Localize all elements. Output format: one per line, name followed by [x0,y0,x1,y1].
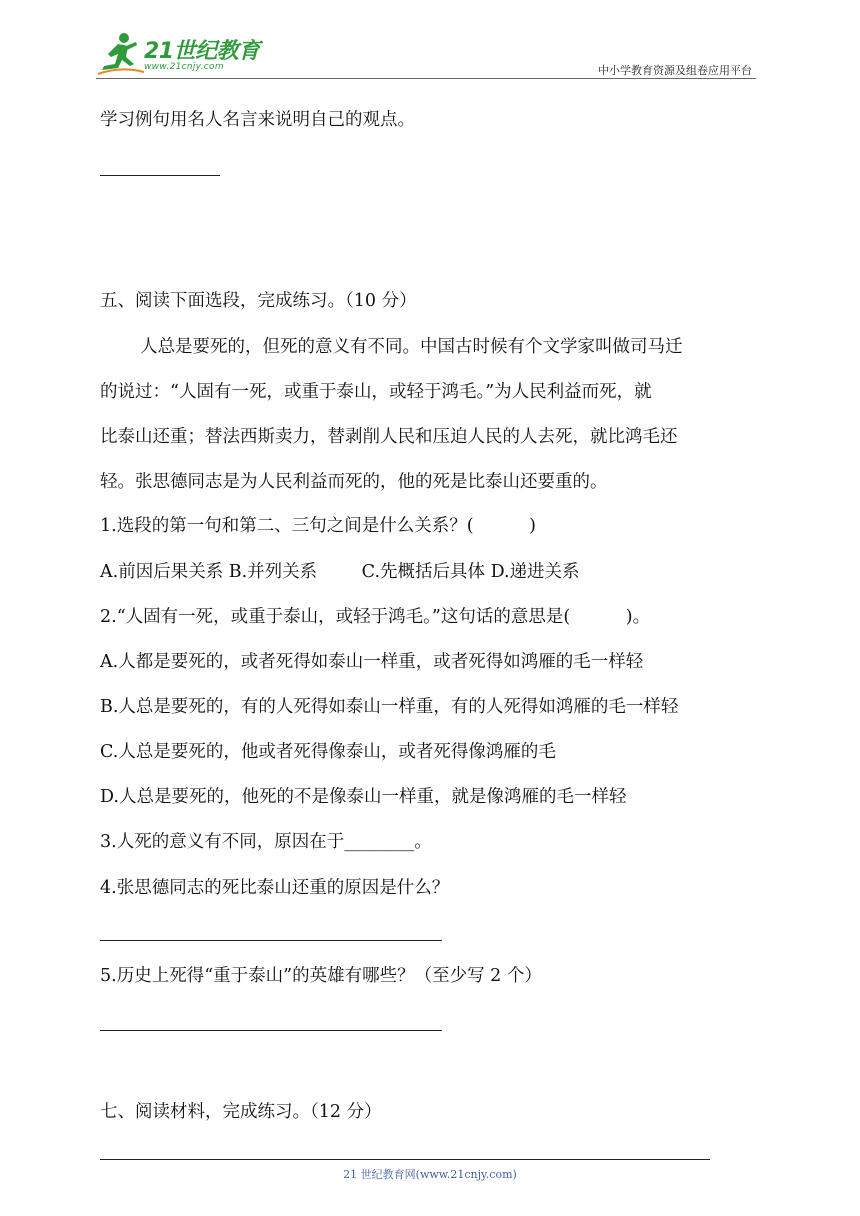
question-5: 5.历史上死得“重于泰山”的英雄有哪些？（至少写 2 个） [100,966,542,986]
page-header [96,30,756,80]
footer-divider [100,1159,710,1160]
example-instruction: 学习例句用名人名言来说明自己的观点。 [100,110,415,130]
question-3: 3.人死的意义有不同，原因在于________。 [100,832,432,852]
passage-line: 比泰山还重；替法西斯卖力，替剥削人民和压迫人民的人去死，就比鸿毛还 [100,427,678,447]
logo-text: 21世纪教育 [144,39,260,64]
logo-url: www.21cnjy.com [144,62,224,72]
question-4: 4.张思德同志的死比泰山还重的原因是什么？ [100,878,450,898]
runner-logo-icon [96,30,146,78]
question-2-option-d: D.人总是要死的，他死的不是像泰山一样重，就是像鸿雁的毛一样轻 [100,787,627,807]
passage-line: 人总是要死的，但死的意义有不同。中国古时候有个文学家叫做司马迁 [140,337,683,357]
header-divider [96,78,756,79]
logo [96,30,266,78]
question-2: 2.“人固有一死，或重于泰山，或轻于鸿毛。”这句话的意思是( )。 [100,607,651,627]
passage-line: 的说过：“人固有一死，或重于泰山，或轻于鸿毛。”为人民利益而死，就 [100,382,652,402]
section-five-heading: 五、阅读下面选段，完成练习。（10 分） [100,291,417,311]
header-slogan: 中小学教育资源及组卷应用平台 [598,64,752,77]
answer-line [100,1030,442,1031]
question-1-options: A.前因后果关系 B.并列关系 C.先概括后具体 D.递进关系 [100,562,580,582]
question-2-option-a: A.人都是要死的，或者死得如泰山一样重，或者死得如鸿雁的毛一样轻 [100,652,644,672]
question-2-option-b: B.人总是要死的，有的人死得如泰山一样重，有的人死得如鸿雁的毛一样轻 [100,697,679,717]
question-1: 1.选段的第一句和第二、三句之间是什么关系？( ) [100,516,536,536]
answer-line [100,940,442,941]
section-seven-heading: 七、阅读材料，完成练习。（12 分） [100,1102,382,1122]
answer-blank [100,175,220,176]
question-2-option-c: C.人总是要死的，他或者死得像泰山，或者死得像鸿雁的毛 [100,742,556,762]
footer-text: 21 世纪教育网(www.21cnjy.com) [343,1168,517,1181]
passage-line: 轻。张思德同志是为人民利益而死的，他的死是比泰山还要重的。 [100,472,608,492]
